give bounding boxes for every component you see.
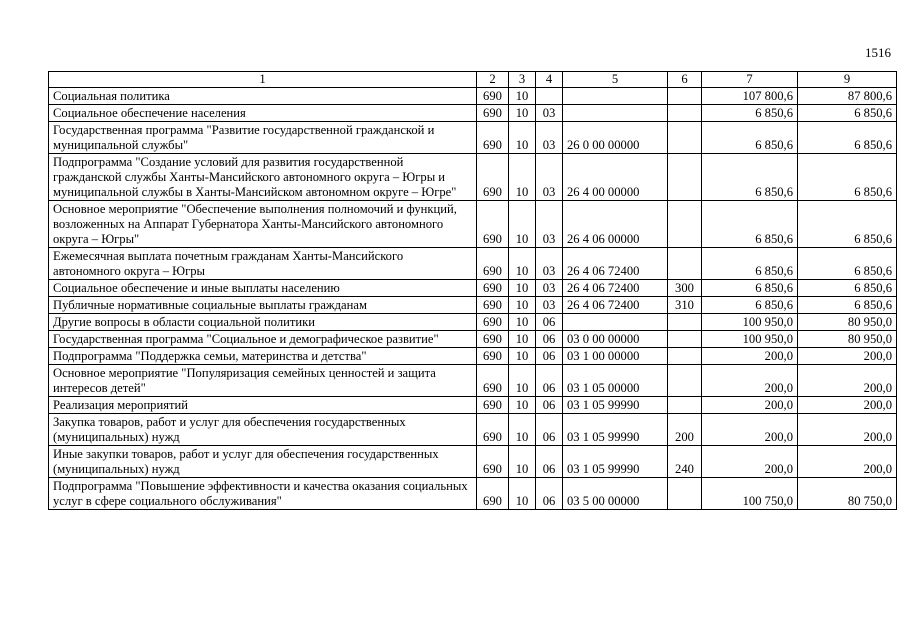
amount-col7-cell: 6 850,6 xyxy=(702,280,798,297)
page-number: 1516 xyxy=(865,45,891,60)
subsection-code-cell: 06 xyxy=(536,478,563,510)
expense-type-cell: 240 xyxy=(668,446,702,478)
amount-col7-cell: 6 850,6 xyxy=(702,154,798,201)
ministry-code-cell: 690 xyxy=(477,414,509,446)
subsection-code-cell: 03 xyxy=(536,201,563,248)
table-row xyxy=(49,348,897,365)
section-code-cell: 10 xyxy=(509,331,536,348)
header-col-5: 5 xyxy=(563,72,668,88)
row-name-cell: Закупка товаров, работ и услуг для обеспечения государственных (муниципальных) нужд xyxy=(49,414,477,446)
amount-col9-cell: 200,0 xyxy=(798,348,897,365)
amount-col9-cell: 6 850,6 xyxy=(798,248,897,280)
target-article-cell: 26 4 06 72400 xyxy=(563,280,668,297)
section-code-cell: 10 xyxy=(509,397,536,414)
section-code-cell: 10 xyxy=(509,122,536,154)
ministry-code-cell: 690 xyxy=(477,88,509,105)
target-article-cell: 26 4 06 72400 xyxy=(563,248,668,280)
section-code-cell: 10 xyxy=(509,88,536,105)
expense-type-cell xyxy=(668,478,702,510)
table-row xyxy=(49,154,897,201)
ministry-code-cell: 690 xyxy=(477,248,509,280)
amount-col7-cell: 6 850,6 xyxy=(702,201,798,248)
subsection-code-cell: 06 xyxy=(536,348,563,365)
ministry-code-cell: 690 xyxy=(477,314,509,331)
subsection-code-cell: 03 xyxy=(536,105,563,122)
table-body xyxy=(49,88,897,510)
section-code-cell: 10 xyxy=(509,280,536,297)
amount-col9-cell: 80 750,0 xyxy=(798,478,897,510)
subsection-code-cell: 06 xyxy=(536,446,563,478)
header-col-6: 6 xyxy=(668,72,702,88)
amount-col9-cell: 200,0 xyxy=(798,365,897,397)
expense-type-cell xyxy=(668,122,702,154)
table-row xyxy=(49,314,897,331)
budget-table xyxy=(48,71,897,510)
row-name-cell: Ежемесячная выплата почетным гражданам Ханты-Мансийского автономного округа – Югры xyxy=(49,248,477,280)
row-name-cell: Социальная политика xyxy=(49,88,477,105)
target-article-cell: 03 1 05 00000 xyxy=(563,365,668,397)
ministry-code-cell: 690 xyxy=(477,154,509,201)
expense-type-cell xyxy=(668,154,702,201)
expense-type-cell xyxy=(668,105,702,122)
amount-col9-cell: 6 850,6 xyxy=(798,280,897,297)
row-name-cell: Государственная программа "Социальное и демографическое развитие" xyxy=(49,331,477,348)
header-col-7: 7 xyxy=(702,72,798,88)
amount-col7-cell: 107 800,6 xyxy=(702,88,798,105)
header-col-4: 4 xyxy=(536,72,563,88)
row-name-cell: Другие вопросы в области социальной политики xyxy=(49,314,477,331)
expense-type-cell xyxy=(668,248,702,280)
amount-col9-cell: 200,0 xyxy=(798,446,897,478)
target-article-cell: 03 1 05 99990 xyxy=(563,414,668,446)
subsection-code-cell: 03 xyxy=(536,248,563,280)
amount-col9-cell: 80 950,0 xyxy=(798,331,897,348)
amount-col7-cell: 100 950,0 xyxy=(702,314,798,331)
table-row xyxy=(49,331,897,348)
expense-type-cell xyxy=(668,331,702,348)
ministry-code-cell: 690 xyxy=(477,297,509,314)
ministry-code-cell: 690 xyxy=(477,397,509,414)
table-row xyxy=(49,446,897,478)
target-article-cell: 03 5 00 00000 xyxy=(563,478,668,510)
expense-type-cell xyxy=(668,88,702,105)
amount-col9-cell: 6 850,6 xyxy=(798,297,897,314)
table-row xyxy=(49,297,897,314)
header-col-2: 2 xyxy=(477,72,509,88)
row-name-cell: Подпрограмма "Поддержка семьи, материнства и детства" xyxy=(49,348,477,365)
expense-type-cell: 300 xyxy=(668,280,702,297)
amount-col9-cell: 6 850,6 xyxy=(798,122,897,154)
target-article-cell: 03 0 00 00000 xyxy=(563,331,668,348)
ministry-code-cell: 690 xyxy=(477,446,509,478)
subsection-code-cell: 03 xyxy=(536,280,563,297)
header-col-1: 1 xyxy=(49,72,477,88)
subsection-code-cell: 03 xyxy=(536,297,563,314)
row-name-cell: Социальное обеспечение населения xyxy=(49,105,477,122)
ministry-code-cell: 690 xyxy=(477,478,509,510)
table-row xyxy=(49,397,897,414)
amount-col7-cell: 100 750,0 xyxy=(702,478,798,510)
header-col-9: 9 xyxy=(798,72,897,88)
expense-type-cell xyxy=(668,314,702,331)
ministry-code-cell: 690 xyxy=(477,331,509,348)
table-row xyxy=(49,248,897,280)
subsection-code-cell: 06 xyxy=(536,331,563,348)
target-article-cell xyxy=(563,88,668,105)
target-article-cell: 26 4 00 00000 xyxy=(563,154,668,201)
row-name-cell: Подпрограмма "Повышение эффективности и качества оказания социальных услуг в сфере социального обслуживания" xyxy=(49,478,477,510)
amount-col9-cell: 200,0 xyxy=(798,414,897,446)
section-code-cell: 10 xyxy=(509,248,536,280)
subsection-code-cell: 06 xyxy=(536,314,563,331)
section-code-cell: 10 xyxy=(509,414,536,446)
ministry-code-cell: 690 xyxy=(477,280,509,297)
table-row xyxy=(49,88,897,105)
target-article-cell: 03 1 05 99990 xyxy=(563,397,668,414)
amount-col9-cell: 6 850,6 xyxy=(798,201,897,248)
ministry-code-cell: 690 xyxy=(477,365,509,397)
row-name-cell: Государственная программа "Развитие государственной гражданской и муниципальной службы" xyxy=(49,122,477,154)
amount-col7-cell: 6 850,6 xyxy=(702,297,798,314)
section-code-cell: 10 xyxy=(509,314,536,331)
expense-type-cell xyxy=(668,201,702,248)
target-article-cell xyxy=(563,105,668,122)
amount-col9-cell: 6 850,6 xyxy=(798,154,897,201)
amount-col7-cell: 200,0 xyxy=(702,348,798,365)
section-code-cell: 10 xyxy=(509,446,536,478)
amount-col7-cell: 200,0 xyxy=(702,397,798,414)
ministry-code-cell: 690 xyxy=(477,201,509,248)
table-row xyxy=(49,105,897,122)
expense-type-cell: 310 xyxy=(668,297,702,314)
row-name-cell: Подпрограмма "Создание условий для развития государственной гражданской службы Ханты-Мансийского автономного округа – Югры и муниципальной службы в Ханты-Мансийском автономном округе – Югре" xyxy=(49,154,477,201)
amount-col9-cell: 80 950,0 xyxy=(798,314,897,331)
row-name-cell: Реализация мероприятий xyxy=(49,397,477,414)
subsection-code-cell xyxy=(536,88,563,105)
row-name-cell: Публичные нормативные социальные выплаты гражданам xyxy=(49,297,477,314)
amount-col7-cell: 200,0 xyxy=(702,365,798,397)
row-name-cell: Основное мероприятие "Обеспечение выполнения полномочий и функций, возложенных на Аппарат Губернатора Ханты-Мансийского автономного округа – Югры" xyxy=(49,201,477,248)
expense-type-cell xyxy=(668,348,702,365)
expense-type-cell xyxy=(668,397,702,414)
row-name-cell: Иные закупки товаров, работ и услуг для обеспечения государственных (муниципальных) нужд xyxy=(49,446,477,478)
subsection-code-cell: 03 xyxy=(536,122,563,154)
amount-col9-cell: 87 800,6 xyxy=(798,88,897,105)
header-row xyxy=(49,72,897,88)
expense-type-cell: 200 xyxy=(668,414,702,446)
subsection-code-cell: 03 xyxy=(536,154,563,201)
section-code-cell: 10 xyxy=(509,478,536,510)
amount-col7-cell: 200,0 xyxy=(702,446,798,478)
section-code-cell: 10 xyxy=(509,297,536,314)
row-name-cell: Основное мероприятие "Популяризация семейных ценностей и защита интересов детей" xyxy=(49,365,477,397)
target-article-cell: 03 1 05 99990 xyxy=(563,446,668,478)
subsection-code-cell: 06 xyxy=(536,414,563,446)
table-row xyxy=(49,478,897,510)
amount-col7-cell: 200,0 xyxy=(702,414,798,446)
expense-type-cell xyxy=(668,365,702,397)
row-name-cell: Социальное обеспечение и иные выплаты населению xyxy=(49,280,477,297)
subsection-code-cell: 06 xyxy=(536,397,563,414)
table-row xyxy=(49,280,897,297)
amount-col7-cell: 100 950,0 xyxy=(702,331,798,348)
table-row xyxy=(49,365,897,397)
target-article-cell xyxy=(563,314,668,331)
amount-col7-cell: 6 850,6 xyxy=(702,105,798,122)
table-row xyxy=(49,201,897,248)
ministry-code-cell: 690 xyxy=(477,348,509,365)
ministry-code-cell: 690 xyxy=(477,105,509,122)
header-col-3: 3 xyxy=(509,72,536,88)
amount-col7-cell: 6 850,6 xyxy=(702,122,798,154)
section-code-cell: 10 xyxy=(509,348,536,365)
section-code-cell: 10 xyxy=(509,154,536,201)
subsection-code-cell: 06 xyxy=(536,365,563,397)
target-article-cell: 26 0 00 00000 xyxy=(563,122,668,154)
table-row xyxy=(49,414,897,446)
section-code-cell: 10 xyxy=(509,201,536,248)
target-article-cell: 26 4 06 00000 xyxy=(563,201,668,248)
amount-col7-cell: 6 850,6 xyxy=(702,248,798,280)
amount-col9-cell: 6 850,6 xyxy=(798,105,897,122)
target-article-cell: 03 1 00 00000 xyxy=(563,348,668,365)
target-article-cell: 26 4 06 72400 xyxy=(563,297,668,314)
table-row xyxy=(49,122,897,154)
amount-col9-cell: 200,0 xyxy=(798,397,897,414)
section-code-cell: 10 xyxy=(509,365,536,397)
section-code-cell: 10 xyxy=(509,105,536,122)
ministry-code-cell: 690 xyxy=(477,122,509,154)
